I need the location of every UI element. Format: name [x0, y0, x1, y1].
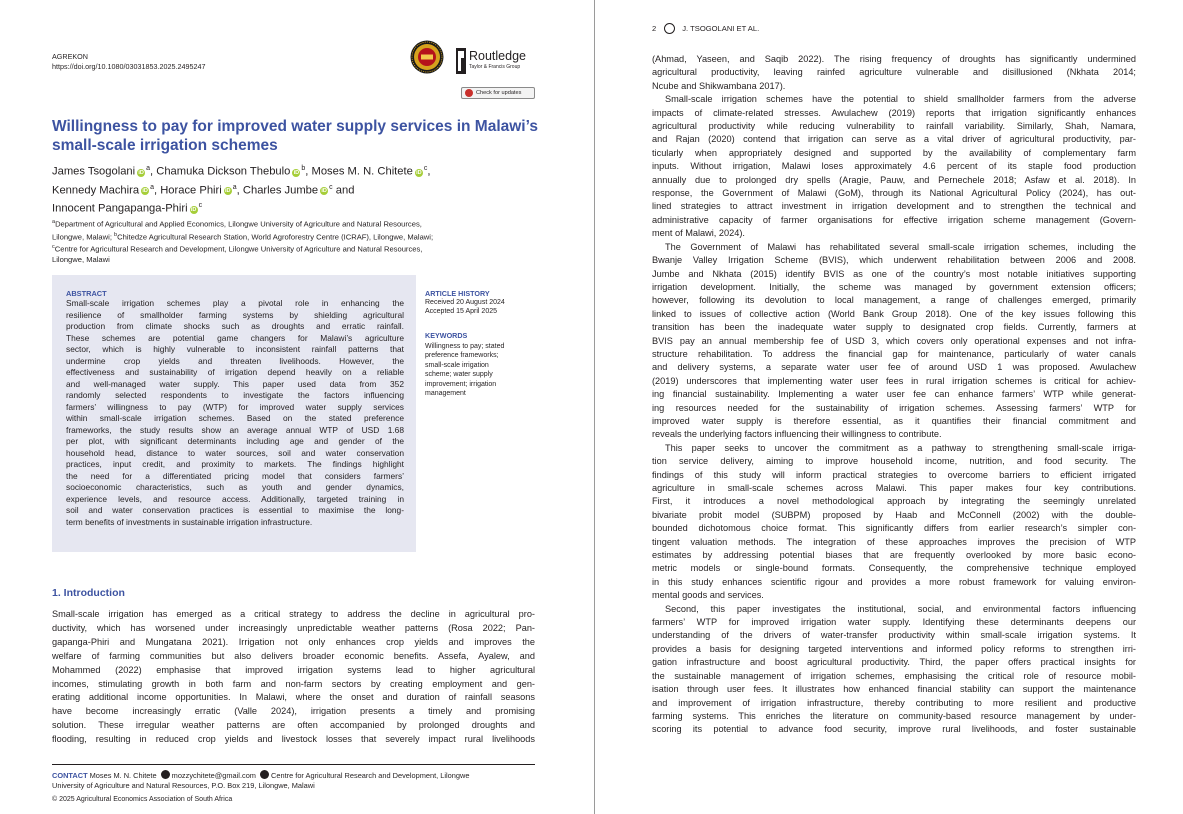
author-sep: ,: [305, 165, 309, 178]
author-name[interactable]: Kennedy Machira: [52, 184, 140, 197]
keyword-line: scheme; water supply: [425, 371, 493, 379]
body-line: This paper seeks to uncover the commitment as a pathway to strengthening small-scale irriga-: [665, 442, 1136, 453]
body-line: however, following its devolution to local management, a range of challenges emerged, primarily: [652, 295, 1136, 306]
keyword-line: improvement; irrigation: [425, 380, 497, 388]
author-aff: a: [232, 183, 237, 191]
author-name[interactable]: Horace Phiri: [160, 184, 222, 197]
abstract-line: socioeconomic characteristics, such as youth and gender dynamics,: [66, 482, 404, 492]
author-sep: ,: [150, 165, 154, 178]
body-line: and Rajan (2020) contend that irrigation can serve as a vital driver of agricultural productivity, par-: [652, 134, 1136, 145]
intro-line: erating additional income opportunities. In Malawi, where the onset and duration of rainfall seasons: [52, 692, 535, 703]
article-history: [425, 298, 505, 317]
body-line: mental goods and services.: [652, 590, 764, 601]
aff-sup: b: [114, 231, 118, 238]
author-line-1: [52, 161, 552, 180]
abstract-line: experience levels, and resource access. Additionally, targeted training in: [66, 493, 404, 504]
doi-link[interactable]: https://doi.org/10.1080/03031853.2025.2495247: [52, 62, 206, 71]
contact-line-1: [52, 770, 535, 781]
abstract-line: resilience of smallholder farming systems by shielding agricultural: [66, 309, 404, 320]
body-line: ing resources needed for the sustainability of irrigation schemes. Assessing farmers’ WTP for: [652, 402, 1136, 413]
body-line: ment of Malawi, 2024).: [652, 228, 745, 239]
abstract-line: effectiveness and sustainability of irrigation depend heavily on a reliable: [66, 367, 404, 377]
abstract-line: sector, which is highly vulnerable to inconsistent rainfall patterns that: [66, 344, 404, 354]
body-line: findings of this study will inform practical strategies to overcome barriers to efficient irrigated: [652, 469, 1136, 480]
body-line: (2019) underscores that implementing water user fees in rural irrigation schemes is critical for achiev-: [652, 375, 1136, 386]
body-line: estimates by addressing potential biases that are frequently overlooked by more basic econo-: [652, 550, 1136, 561]
body-line: metric models or single-bound formats. Consequently, the comprehensive technique employed: [652, 563, 1136, 574]
routledge-mark-icon: [456, 48, 466, 74]
abstract-line: within small-scale irrigation schemes. Based on the stated preference: [66, 413, 404, 423]
author-list: [52, 161, 552, 217]
body-line: tingent valuation methods. The integration of these approaches improves the precision of WTP: [652, 536, 1136, 547]
body-line: Jumbe and Nkhata (2015) identify BVIS as one of the country’s most notable initiatives supporting: [652, 268, 1136, 279]
running-head: J. TSOGOLANI ET AL.: [682, 24, 760, 33]
body-line: annually due to prolonged dry spells (Aragie, Pauw, and Pernechele 2018; Asfaw et al. 2018). In: [652, 174, 1136, 185]
contact-email[interactable]: mozzychitete@gmail.com: [171, 771, 256, 780]
aff-text: Department of Agricultural and Applied Economics, Lilongwe University of Agriculture and Natural Resources,: [55, 219, 422, 229]
body-line: gation infrastructure and boost agricultural productivity. Third, the paper offers practical insights for: [652, 657, 1136, 668]
affiliation-line: [52, 217, 540, 230]
author-aff: c: [329, 183, 333, 191]
affiliation-line: [52, 230, 540, 243]
body-line: structure rehabilitation. To address the financial gap for maintenance, particularly of water canals: [652, 348, 1136, 359]
publisher-circle-icon: [664, 23, 675, 34]
body-line: administrative capacity of farmer organisations for effective irrigation scheme management (Govern-: [652, 214, 1136, 225]
body-line: agriculture in small-scale schemes across Malawi. This paper makes four key contributions.: [652, 483, 1136, 493]
keyword-line: small-scale irrigation: [425, 361, 489, 369]
author-line-3: [52, 198, 552, 217]
orcid-icon[interactable]: iD: [321, 188, 327, 195]
body-line: Small-scale irrigation schemes have the potential to shield smallholder farmers from the adverse: [665, 94, 1136, 105]
body-line: lined strategies to attract investment in irrigation development and to strengthen the technical and: [652, 201, 1136, 212]
abstract-body: [66, 298, 404, 528]
body-line: irrigation development. Initially, the scheme was managed by government extension officers;: [652, 281, 1136, 292]
publisher-name: Routledge: [469, 49, 526, 63]
article-title: [52, 117, 552, 155]
orcid-icon[interactable]: iD: [138, 169, 144, 176]
contact-block: [52, 770, 535, 791]
keyword-line: management: [425, 390, 466, 398]
intro-line: Mohammed (2022) emphasise that improved irrigation systems lead to higher agricultural: [52, 664, 535, 675]
body-line: tion service delivery, aiming to improve household income, nutrition, and food security. The: [652, 456, 1136, 467]
author-name[interactable]: Moses M. N. Chitete: [311, 165, 413, 178]
body-line: reveals the underlying factors influencing their willingness to contribute.: [652, 429, 942, 440]
body-line: agricultural productivity while reducing vulnerability to rainfall variability. Similarly, Shah, Namara,: [652, 121, 1136, 132]
abstract-line: randomly selected respondents to investigate the factors influencing: [66, 390, 404, 400]
aff-text: Lilongwe, Malawi;: [52, 232, 115, 242]
keywords-list: [425, 342, 504, 398]
orcid-icon[interactable]: iD: [190, 207, 197, 214]
body-line: impacts of climate-related stresses. Awulachew (2019) reports that irrigation significantly enhances: [652, 107, 1136, 118]
publisher-sub: Taylor & Francis Group: [469, 64, 521, 70]
body-line: bivariate probit model (SUBPM) proposed by Haab and McConnell (2002) with the double-: [652, 509, 1136, 520]
intro-line: incomes, stimulating growth in both farm and non-farm sectors by creating employment and gen-: [52, 678, 535, 689]
body-line: and improvement of irrigation infrastructure, thereby contributing to more resilient and productive: [652, 697, 1136, 708]
body-line: provides a basis for designing targeted interventions and informed policy reforms to strengthen irri-: [652, 643, 1136, 654]
check-for-updates-button[interactable]: [461, 87, 535, 99]
author-name[interactable]: James Tsogolani: [52, 165, 136, 178]
journal-header: [52, 52, 205, 72]
abstract-line: production from climate shocks such as droughts and erratic rainfall.: [66, 321, 404, 331]
aff-text: Centre for Agricultural Research and Development, Lilongwe University of Agriculture and Natural Resources,: [54, 244, 423, 254]
body-line: scoring its potential to advance food security, improve rural livelihoods, and foster sustainable: [652, 724, 1136, 735]
author-line-2: [52, 180, 552, 199]
contact-address-1: Centre for Agricultural Research and Development, Lilongwe: [271, 771, 470, 780]
copyright: © 2025 Agricultural Economics Association of South Africa: [52, 796, 233, 803]
update-badge-icon: [465, 89, 473, 97]
abstract-line: term benefits of investments in sustainable irrigation infrastructure.: [66, 516, 313, 527]
author-sep: ,: [153, 184, 158, 197]
intro-line: Small-scale irrigation has emerged as a critical strategy to address the decline in agricultural pro-: [52, 609, 535, 619]
body-line: and delivery systems, a separate water user fee of around USD 1 was proposed. Awulachew: [652, 362, 1136, 373]
aff-sup: a: [52, 219, 56, 225]
intro-line: flooding, resulting in reduced crop yields and livestock losses that severely impact rural livelihoods: [52, 734, 535, 745]
abstract-line: These schemes are potential game changers for Malawi’s agriculture: [66, 332, 404, 343]
body-line: The Government of Malawi has rehabilitated several small-scale irrigation schemes, including the: [665, 241, 1136, 252]
page-divider: [594, 0, 595, 814]
society-seal-logo: [410, 40, 444, 74]
article-history-heading: ARTICLE HISTORY: [425, 289, 490, 298]
body-line: farming systems. This enriches the literature on community-based resource management by under-: [652, 710, 1136, 721]
section-heading-introduction: 1. Introduction: [52, 587, 125, 599]
abstract-line: soil and water conservation practices is essential to maximise the long-: [66, 505, 404, 515]
received-date: Received 20 August 2024: [425, 299, 505, 306]
body-line: First, it introduces a novel methodological approach by integrating the seemingly unrelated: [652, 496, 1136, 507]
author-aff: a: [146, 165, 151, 172]
author-aff: a: [150, 183, 154, 191]
body-line: transition has been the inadequate water supply to designated crop fields. Currently, farmers at: [652, 322, 1136, 333]
abstract-line: the need for a differentiated pricing model that considers farmers’: [66, 470, 404, 481]
author-sep: ,: [427, 165, 431, 178]
accepted-date: Accepted 15 April 2025: [425, 308, 497, 316]
body-line: bounded dichotomous choice format. This significantly differs from earlier research’s simpler con-: [652, 523, 1136, 534]
aff-text: Lilongwe, Malawi: [52, 254, 110, 264]
contact-label: CONTACT: [52, 771, 88, 780]
abstract-line: and well-managed water supply. This paper used data from 352: [66, 378, 404, 389]
body-line: improved water supply is therefore essential, as it quantifies their financial commitment and: [652, 415, 1136, 426]
body-line: understanding of the drivers of water-transfer productivity within small-scale irrigation systems. It: [652, 630, 1136, 641]
body-line: the sustainable management of irrigation schemes, emphasising the critical role of resource mobil-: [652, 670, 1136, 681]
keyword-line: preference frameworks;: [425, 352, 499, 360]
intro-line: welfare of farming communities but also delivers broader economic benefits. Assefa, Ayalew, and: [52, 650, 535, 661]
abstract-line: frameworks, the study results show an average annual WTP of USD 1.68: [66, 424, 404, 435]
contact-rule: [52, 764, 535, 765]
abstract-line: farmers’ willingness to pay (WTP) for improved water supply services: [66, 401, 404, 412]
body-line: in this study enhances scientific rigour and provides a more robust framework for valuing environ-: [652, 576, 1136, 587]
aff-sup: c: [52, 244, 55, 251]
author-name[interactable]: Charles Jumbe: [242, 184, 319, 197]
email-icon: [161, 770, 170, 779]
body-line: Ncube and Shikwambana 2017).: [652, 80, 786, 91]
author-name[interactable]: Innocent Pangapanga-Phiri: [52, 203, 188, 216]
orcid-icon[interactable]: iD: [416, 169, 422, 176]
routledge-logo: [456, 48, 540, 74]
body-line: ing financial sustainability. Implementing a water user fee can enhance farmers’ WTP while generat-: [652, 389, 1136, 400]
abstract-line: household head, distance to water sources, soil and water conservation: [66, 447, 404, 458]
check-updates-label: Check for updates: [476, 90, 522, 96]
aff-text: Chitedze Agricultural Research Station, World Agroforestry Centre (ICRAF), Lilongwe, Malawi;: [117, 232, 434, 242]
body-line: farmers’ WTP for improved irrigation water supply. Identifying these determinants deepens our: [652, 617, 1136, 628]
abstract-line: Small-scale irrigation schemes play a pivotal role in enhancing the: [66, 298, 404, 308]
author-aff: c: [423, 165, 428, 172]
running-header: [652, 23, 759, 34]
body-line: ticularly when appropriately designed and supported by the availability of complementary farm: [652, 147, 1136, 158]
author-aff: b: [301, 165, 306, 172]
author-aff: c: [198, 202, 203, 210]
body-line: response, the Government of Malawi (GoM), through its National Agricultural Policy (2024), has out-: [652, 188, 1136, 199]
abstract-heading: ABSTRACT: [66, 289, 107, 298]
author-sep: ,: [236, 184, 240, 197]
right-page-body: [652, 53, 1136, 737]
body-line: inputs. Without irrigation, Malawi loses approximately 4.6 percent of its staple food production: [652, 161, 1136, 172]
intro-line: ductivity, which has worsened under increasingly unpredictable weather patterns (Rosa 2022; Pan-: [52, 622, 535, 633]
intro-line: gapanga-Phiri and Mungatana 2021). Irrigation not only enhances crop yields and improves the: [52, 636, 535, 647]
title-line-2: small-scale irrigation schemes: [52, 137, 278, 154]
orcid-icon[interactable]: iD: [142, 188, 148, 195]
body-line: linked to issues of collective action (World Bank Group 2018). One of the key issues following this: [652, 308, 1136, 319]
abstract-line: per plot, with significant determinants including age and gender of the: [66, 436, 404, 446]
address-icon: [260, 770, 269, 779]
body-line: Second, this paper investigates the institutional, social, and environmental factors influencing: [665, 603, 1136, 614]
journal-name: AGREKON: [52, 52, 88, 61]
orcid-icon[interactable]: iD: [225, 188, 231, 195]
keyword-line: Willingness to pay; stated: [425, 343, 505, 350]
intro-line: solution. These irregular weather patterns are often accompanied by prolonged droughts and: [52, 720, 535, 731]
author-name[interactable]: Chamuka Dickson Thebulo: [156, 165, 291, 178]
abstract-line: practices, input credit, and proximity to markets. The findings highlight: [66, 459, 404, 469]
affiliation-line: [52, 255, 540, 265]
contact-address-2: University of Agriculture and Natural Resources, P.O. Box 219, Lilongwe, Malawi: [52, 781, 315, 790]
intro-line: have become increasingly erratic (Valle 2024), irrigation presents a timely and promising: [52, 706, 535, 717]
body-line: Bwanje Valley Irrigation Scheme (BVIS), which underwent rehabilitation between 2006 and 2008.: [652, 255, 1136, 266]
contact-name: Moses M. N. Chitete: [89, 771, 157, 780]
author-and: and: [335, 184, 355, 197]
orcid-icon[interactable]: iD: [293, 169, 300, 176]
body-line: (Ahmad, Yaseen, and Saqib 2022). The rising frequency of droughts has significantly undermined: [652, 54, 1136, 64]
introduction-text: [52, 608, 535, 747]
affiliation-line: [52, 242, 540, 255]
affiliations: [52, 217, 540, 265]
body-line: BVIS pay an annual membership fee of USD 3, which covers only operational expenses and not infra-: [652, 335, 1136, 346]
abstract-line: undermine crop yields and threaten livelihoods. However, the: [66, 355, 404, 366]
keywords-heading: KEYWORDS: [425, 331, 468, 340]
title-line-1: Willingness to pay for improved water supply services in Malawi’s: [52, 118, 538, 135]
body-line: isation through user fees. It illustrates how enhanced financial stability can support the maintenance: [652, 684, 1136, 695]
page-number: 2: [652, 24, 657, 33]
body-line: agricultural productivity, leaving rainfed agriculture vulnerable and disillusioned (Nkhata 2014;: [652, 67, 1136, 78]
